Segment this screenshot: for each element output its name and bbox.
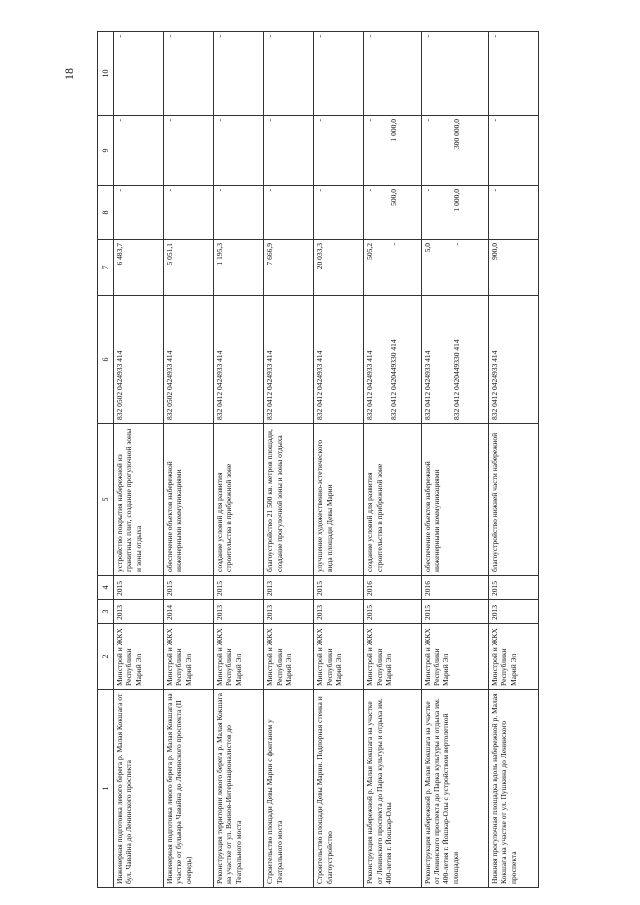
measure-name: Инженерная подготовка левого берега р. Малая Кокшага от бул. Чавайна до Ленинского проспекта: [114, 690, 164, 888]
table-row: [164, 32, 214, 888]
value-col-7: 5 051,1: [164, 240, 214, 296]
end-year: 2015: [488, 576, 538, 600]
value-col-9: -: [264, 116, 314, 186]
end-year: 2015: [214, 576, 264, 600]
expected-result: благоустройство 21 500 кв. метров площади, создание прогулочной зоны и зоны отдыха: [264, 424, 314, 576]
start-year: 2015: [364, 600, 421, 624]
program-table: [97, 31, 539, 888]
measure-name: Инженерная подготовка левого берега р. Малая Кокшага на участке от бульвара Чавайна до Ленинского проспекта (II очередь): [164, 690, 214, 888]
value-col-10: -: [164, 32, 214, 116]
budget-code: 832 0412 0424933 414: [264, 296, 314, 424]
value-col-8: -: [164, 186, 214, 240]
budget-code: 832 0412 0424933 414 832 0412 0420449330 414: [421, 296, 488, 424]
expected-result: улучшение художественно-эстетического вида площади Девы Марии: [314, 424, 364, 576]
executor: Минстрой и ЖКХ Республики Марий Эл: [364, 624, 421, 690]
value-col-8: -: [314, 186, 364, 240]
table-row: [364, 32, 421, 888]
table-row: [488, 32, 538, 888]
page-number: 18: [62, 68, 76, 80]
value-col-10: -: [421, 32, 488, 116]
start-year: 2013: [114, 600, 164, 624]
col-header: 4: [98, 576, 114, 600]
end-year: 2016: [421, 576, 488, 600]
value-col-7: 5,0 -: [421, 240, 488, 296]
budget-code: 832 0502 0424933 414: [164, 296, 214, 424]
executor: Минстрой и ЖКХ Республики Марий Эл: [214, 624, 264, 690]
budget-code: 832 0412 0424933 414 832 0412 0420449330 414: [364, 296, 421, 424]
value-col-8: -: [214, 186, 264, 240]
value-col-8: -: [264, 186, 314, 240]
measure-name: Строительство площади Девы Марии. Подпорная стенка и благоустройство: [314, 690, 364, 888]
budget-code: 832 0412 0424933 414: [214, 296, 264, 424]
col-header: 2: [98, 624, 114, 690]
table-row: [264, 32, 314, 888]
value-col-9: -: [214, 116, 264, 186]
value-col-7: 505,2 -: [364, 240, 421, 296]
measure-name: Строительство площади Девы Марии с фонтаном у Театрального моста: [264, 690, 314, 888]
col-header: 5: [98, 424, 114, 576]
value-col-9: -: [314, 116, 364, 186]
col-header: 7: [98, 240, 114, 296]
value-col-10: -: [214, 32, 264, 116]
budget-code: 832 0412 0424933 414: [488, 296, 538, 424]
start-year: 2013: [264, 600, 314, 624]
value-col-7: 6 483,7: [114, 240, 164, 296]
executor: Минстрой и ЖКХ Республики Марий Эл: [114, 624, 164, 690]
end-year: 2013: [264, 576, 314, 600]
value-col-10: -: [264, 32, 314, 116]
value-col-7: 7 666,9: [264, 240, 314, 296]
value-col-10: -: [114, 32, 164, 116]
value-col-9: -: [488, 116, 538, 186]
measure-name: Реконструкция набережной р. Малая Кокшага на участке от Ленинского проспекта до Парка культуры и отдыха им. 400-летия г. Йошкар-Олы с устройством вертолетной площадки: [421, 690, 488, 888]
value-col-9: - 1 000,0: [364, 116, 421, 186]
value-col-8: - 500,0: [364, 186, 421, 240]
col-header: 10: [98, 32, 114, 116]
budget-code: 832 0502 0424933 414: [114, 296, 164, 424]
value-col-10: -: [364, 32, 421, 116]
table-row: [314, 32, 364, 888]
col-header: 3: [98, 600, 114, 624]
table-row: [421, 32, 488, 888]
budget-code: 832 0412 0424933 414: [314, 296, 364, 424]
col-header: 1: [98, 690, 114, 888]
expected-result: создание условий для развития строительства в прибрежной зоне: [214, 424, 264, 576]
col-header: 9: [98, 116, 114, 186]
table-row: [214, 32, 264, 888]
start-year: 2013: [214, 600, 264, 624]
end-year: 2015: [314, 576, 364, 600]
executor: Минстрой и ЖКХ Республики Марий Эл: [314, 624, 364, 690]
start-year: 2013: [488, 600, 538, 624]
measure-name: Реконструкция территории левого берега р. Малая Кокшага на участке от ул. Воинов-Интернационалистов до Театрального моста: [214, 690, 264, 888]
value-col-7: 20 033,3: [314, 240, 364, 296]
measure-name: Нижняя прогулочная площадка вдоль набережной р. Малая Кокшага на участке от ул. Пушкина до Ленинского проспекта: [488, 690, 538, 888]
col-header: 8: [98, 186, 114, 240]
end-year: 2015: [164, 576, 214, 600]
value-col-9: - 300 000,0: [421, 116, 488, 186]
value-col-8: -: [488, 186, 538, 240]
end-year: 2016: [364, 576, 421, 600]
value-col-10: -: [314, 32, 364, 116]
executor: Минстрой и ЖКХ Республики Марий Эл: [421, 624, 488, 690]
expected-result: устройство покрытия набережной из гранитных плит, создание прогулочной зоны и зоны отдыха: [114, 424, 164, 576]
expected-result: обеспечение объектов набережной инженерными коммуникациями: [164, 424, 214, 576]
executor: Минстрой и ЖКХ Республики Марий Эл: [164, 624, 214, 690]
table-row: [114, 32, 164, 888]
executor: Минстрой и ЖКХ Республики Марий Эл: [488, 624, 538, 690]
value-col-10: -: [488, 32, 538, 116]
value-col-7: 900,0: [488, 240, 538, 296]
rotated-table-wrapper: [97, 32, 539, 888]
end-year: 2015: [114, 576, 164, 600]
value-col-9: -: [164, 116, 214, 186]
measure-name: Реконструкция набережной р. Малая Кокшага на участке от Ленинского проспекта до Парка культуры и отдыха им. 400-летия г. Йошкар-Олы: [364, 690, 421, 888]
value-col-9: -: [114, 116, 164, 186]
executor: Минстрой и ЖКХ Республики Марий Эл: [264, 624, 314, 690]
table-header-row: [98, 32, 114, 888]
start-year: 2013: [314, 600, 364, 624]
expected-result: обеспечение объектов набережной инженерными коммуникациями: [421, 424, 488, 576]
start-year: 2014: [164, 600, 214, 624]
col-header: 6: [98, 296, 114, 424]
expected-result: создание условий для развития строительства в прибрежной зоне: [364, 424, 421, 576]
start-year: 2015: [421, 600, 488, 624]
expected-result: благоустройство нижней части набережной: [488, 424, 538, 576]
value-col-8: - 1 000,0: [421, 186, 488, 240]
value-col-8: -: [114, 186, 164, 240]
value-col-7: 1 195,3: [214, 240, 264, 296]
